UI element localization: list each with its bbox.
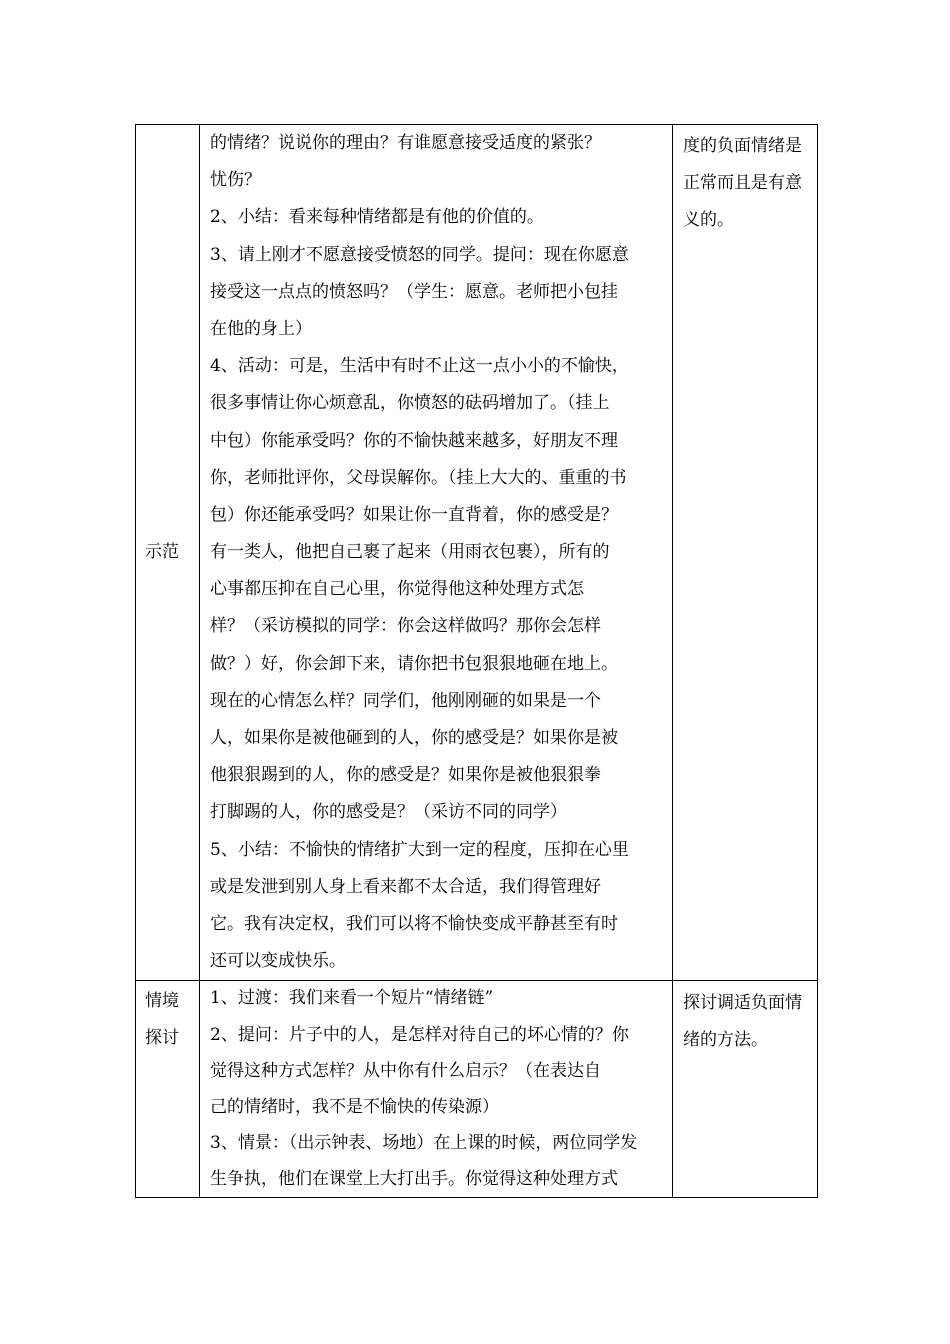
lesson-plan-table	[135, 124, 818, 1198]
content-line: 样？（采访模拟的同学：你会这样做吗？那你会怎样	[210, 616, 601, 637]
note-line: 绪的方法。	[683, 1029, 768, 1050]
content-line: 它。我有决定权，我们可以将不愉快变成平静甚至有时	[210, 913, 618, 934]
content-line: 做？）好，你会卸下来，请你把书包狠狠地砸在地上。	[210, 653, 618, 674]
purpose-note-cell	[673, 981, 818, 1198]
stage-label: 情境	[145, 991, 179, 1012]
content-line: 忧伤？	[210, 170, 261, 191]
stage-label-cell	[136, 981, 200, 1198]
stage-label: 探讨	[145, 1027, 179, 1048]
content-line: 5、小结：不愉快的情绪扩大到一定的程度，压抑在心里	[210, 839, 629, 860]
purpose-note-cell	[673, 125, 818, 981]
content-line: 3、情景：（出示钟表、场地）在上课的时候，两位同学发	[210, 1133, 638, 1154]
content-line: 觉得这种方式怎样？从中你有什么启示？（在表达自	[210, 1060, 601, 1081]
content-line: 1、过渡：我们来看一个短片“情绪链”	[210, 988, 494, 1009]
table-row	[136, 125, 818, 981]
content-line: 接受这一点点的愤怒吗？（学生：愿意。老师把小包挂	[210, 281, 618, 302]
content-line: 现在的心情怎么样？同学们，他刚刚砸的如果是一个	[210, 690, 601, 711]
content-line: 人，如果你是被他砸到的人，你的感受是？如果你是被	[210, 728, 618, 748]
content-line: 2、提问：片子中的人，是怎样对待自己的坏心情的？你	[210, 1024, 629, 1045]
content-line: 3、请上刚才不愿意接受愤怒的同学。提问：现在你愿意	[210, 244, 629, 265]
content-line: 包）你还能承受吗？如果让你一直背着，你的感受是？	[210, 504, 618, 525]
content-line: 中包）你能承受吗？你的不愉快越来越多，好朋友不理	[210, 430, 618, 451]
content-line: 或是发泄到别人身上看来都不太合适，我们得管理好	[210, 876, 601, 897]
table-row	[136, 981, 818, 1198]
note-line: 度的负面情绪是	[683, 136, 802, 156]
content-line: 己的情绪时，我不是不愉快的传染源）	[210, 1096, 499, 1117]
content-line: 2、小结：看来每种情绪都是有他的价值的。	[210, 207, 544, 228]
content-line: 的情绪？说说你的理由？有谁愿意接受适度的紧张？	[210, 133, 601, 153]
note-line: 探讨调适负面情	[683, 993, 802, 1014]
content-line: 在他的身上）	[210, 318, 312, 339]
note-line: 正常而且是有意	[683, 173, 802, 194]
content-line: 有一类人，他把自己裹了起来（用雨衣包裹），所有的	[210, 542, 610, 563]
content-line: 还可以变成快乐。	[210, 951, 346, 972]
note-line: 义的。	[683, 210, 734, 231]
content-line: 很多事情让你心烦意乱，你愤怒的砝码增加了。（挂上	[210, 393, 610, 414]
stage-label-cell	[136, 125, 200, 981]
content-line: 打脚踢的人，你的感受是？（采访不同的同学）	[210, 802, 567, 823]
activity-content-cell	[200, 981, 673, 1198]
content-line: 心事都压抑在自己心里，你觉得他这种处理方式怎	[210, 579, 584, 600]
content-line: 生争执，他们在课堂上大打出手。你觉得这种处理方式	[210, 1169, 618, 1190]
content-line: 4、活动：可是，生活中有时不止这一点小小的不愉快，	[210, 356, 629, 377]
activity-content-cell	[200, 125, 673, 981]
content-line: 你，老师批评你，父母误解你。（挂上大大的、重重的书	[210, 467, 627, 488]
stage-label: 示范	[145, 542, 179, 563]
content-line: 他狠狠踢到的人，你的感受是？如果你是被他狠狠拳	[210, 765, 601, 786]
